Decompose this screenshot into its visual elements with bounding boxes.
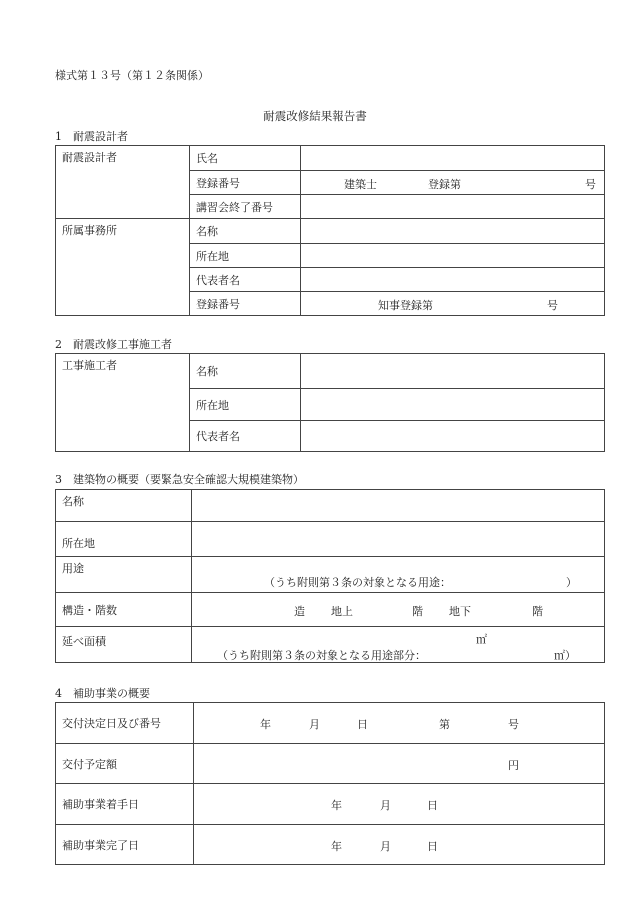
- start-date-label: 補助事業着手日: [56, 784, 194, 825]
- registration-label: 登録番号: [190, 171, 301, 195]
- designer-label: 耐震設計者: [56, 146, 190, 219]
- floor-note-open: （うち附則第３条の対象となる用途部分：: [217, 648, 426, 662]
- structure-label: 構造・階数: [56, 593, 192, 627]
- start-nen-text: 年: [331, 799, 342, 812]
- section-2-heading: 2 耐震改修工事施工者: [55, 338, 172, 351]
- office-rep-field[interactable]: [301, 268, 605, 292]
- use-label: 用途: [56, 557, 192, 593]
- name-field[interactable]: [301, 146, 605, 171]
- amount-field[interactable]: [194, 744, 605, 784]
- zo-text: 造: [294, 604, 305, 618]
- contractor-rep-field[interactable]: [301, 421, 605, 452]
- office-label: 所属事務所: [56, 219, 190, 316]
- kai-2-text: 階: [532, 604, 543, 618]
- end-date-label: 補助事業完了日: [56, 825, 194, 865]
- end-hi-text: 日: [427, 839, 438, 853]
- kai-1-text: 階: [412, 604, 423, 618]
- building-table: [55, 489, 605, 663]
- chijo-text: 地上: [331, 604, 353, 618]
- m2-text: ㎡: [476, 632, 487, 646]
- decision-go-text: 号: [508, 718, 519, 731]
- decision-dai-text: 第: [439, 718, 450, 731]
- contractor-name-label: 名称: [190, 354, 301, 389]
- amount-label: 交付予定額: [56, 744, 194, 784]
- office-address-field[interactable]: [301, 244, 605, 268]
- office-registration-label: 登録番号: [190, 292, 301, 316]
- office-address-label: 所在地: [190, 244, 301, 268]
- use-field[interactable]: [192, 557, 605, 593]
- floor-note-m2: ㎡）: [554, 648, 576, 662]
- page-title: 耐震改修結果報告書: [263, 109, 367, 123]
- kenchikushi-text: 建築士: [344, 177, 377, 191]
- contractor-address-field[interactable]: [301, 389, 605, 421]
- decision-label: 交付決定日及び番号: [56, 703, 194, 744]
- section-3-heading: 3 建築物の概要（要緊急安全確認大規模建築物）: [55, 473, 304, 486]
- end-nen-text: 年: [331, 839, 342, 853]
- use-note-close: ）: [566, 576, 577, 589]
- chiji-toroku-text: 知事登録第: [378, 298, 433, 312]
- course-number-label: 講習会終了番号: [190, 195, 301, 219]
- name-label: 氏名: [190, 146, 301, 171]
- office-rep-label: 代表者名: [190, 268, 301, 292]
- designer-table: [55, 145, 605, 316]
- building-address-label: 所在地: [56, 522, 192, 557]
- office-name-field[interactable]: [301, 219, 605, 244]
- office-name-label: 名称: [190, 219, 301, 244]
- subsidy-table: [55, 702, 605, 865]
- building-name-label: 名称: [56, 490, 192, 522]
- contractor-label: 工事施工者: [56, 354, 190, 452]
- structure-field[interactable]: [192, 593, 605, 627]
- contractor-table: [55, 353, 605, 452]
- floor-area-field[interactable]: [192, 627, 605, 663]
- decision-hi-text: 日: [357, 718, 368, 731]
- form-header: 様式第１３号（第１２条関係）: [55, 69, 209, 82]
- course-number-field[interactable]: [301, 195, 605, 219]
- decision-tsuki-text: 月: [309, 718, 320, 731]
- office-registration-field[interactable]: [301, 292, 605, 316]
- chika-text: 地下: [449, 604, 471, 618]
- floor-area-label: 延べ面積: [56, 627, 192, 663]
- contractor-rep-label: 代表者名: [190, 421, 301, 452]
- start-tsuki-text: 月: [380, 799, 391, 812]
- end-date-field[interactable]: [194, 825, 605, 865]
- yen-text: 円: [508, 758, 519, 772]
- section-4-heading: 4 補助事業の概要: [55, 687, 150, 700]
- start-date-field[interactable]: [194, 784, 605, 825]
- contractor-name-field[interactable]: [301, 354, 605, 389]
- building-name-field[interactable]: [192, 490, 605, 522]
- decision-field[interactable]: [194, 703, 605, 744]
- toroku-text: 登録第: [428, 177, 461, 191]
- use-note-open: （うち附則第３条の対象となる用途：: [264, 576, 451, 589]
- decision-nen-text: 年: [260, 718, 271, 731]
- contractor-address-label: 所在地: [190, 389, 301, 421]
- registration-field[interactable]: [301, 171, 605, 195]
- end-tsuki-text: 月: [380, 839, 391, 853]
- office-go-text: 号: [547, 298, 558, 312]
- section-1-heading: 1 耐震設計者: [55, 130, 128, 143]
- start-hi-text: 日: [427, 799, 438, 812]
- building-address-field[interactable]: [192, 522, 605, 557]
- go-text: 号: [585, 177, 596, 191]
